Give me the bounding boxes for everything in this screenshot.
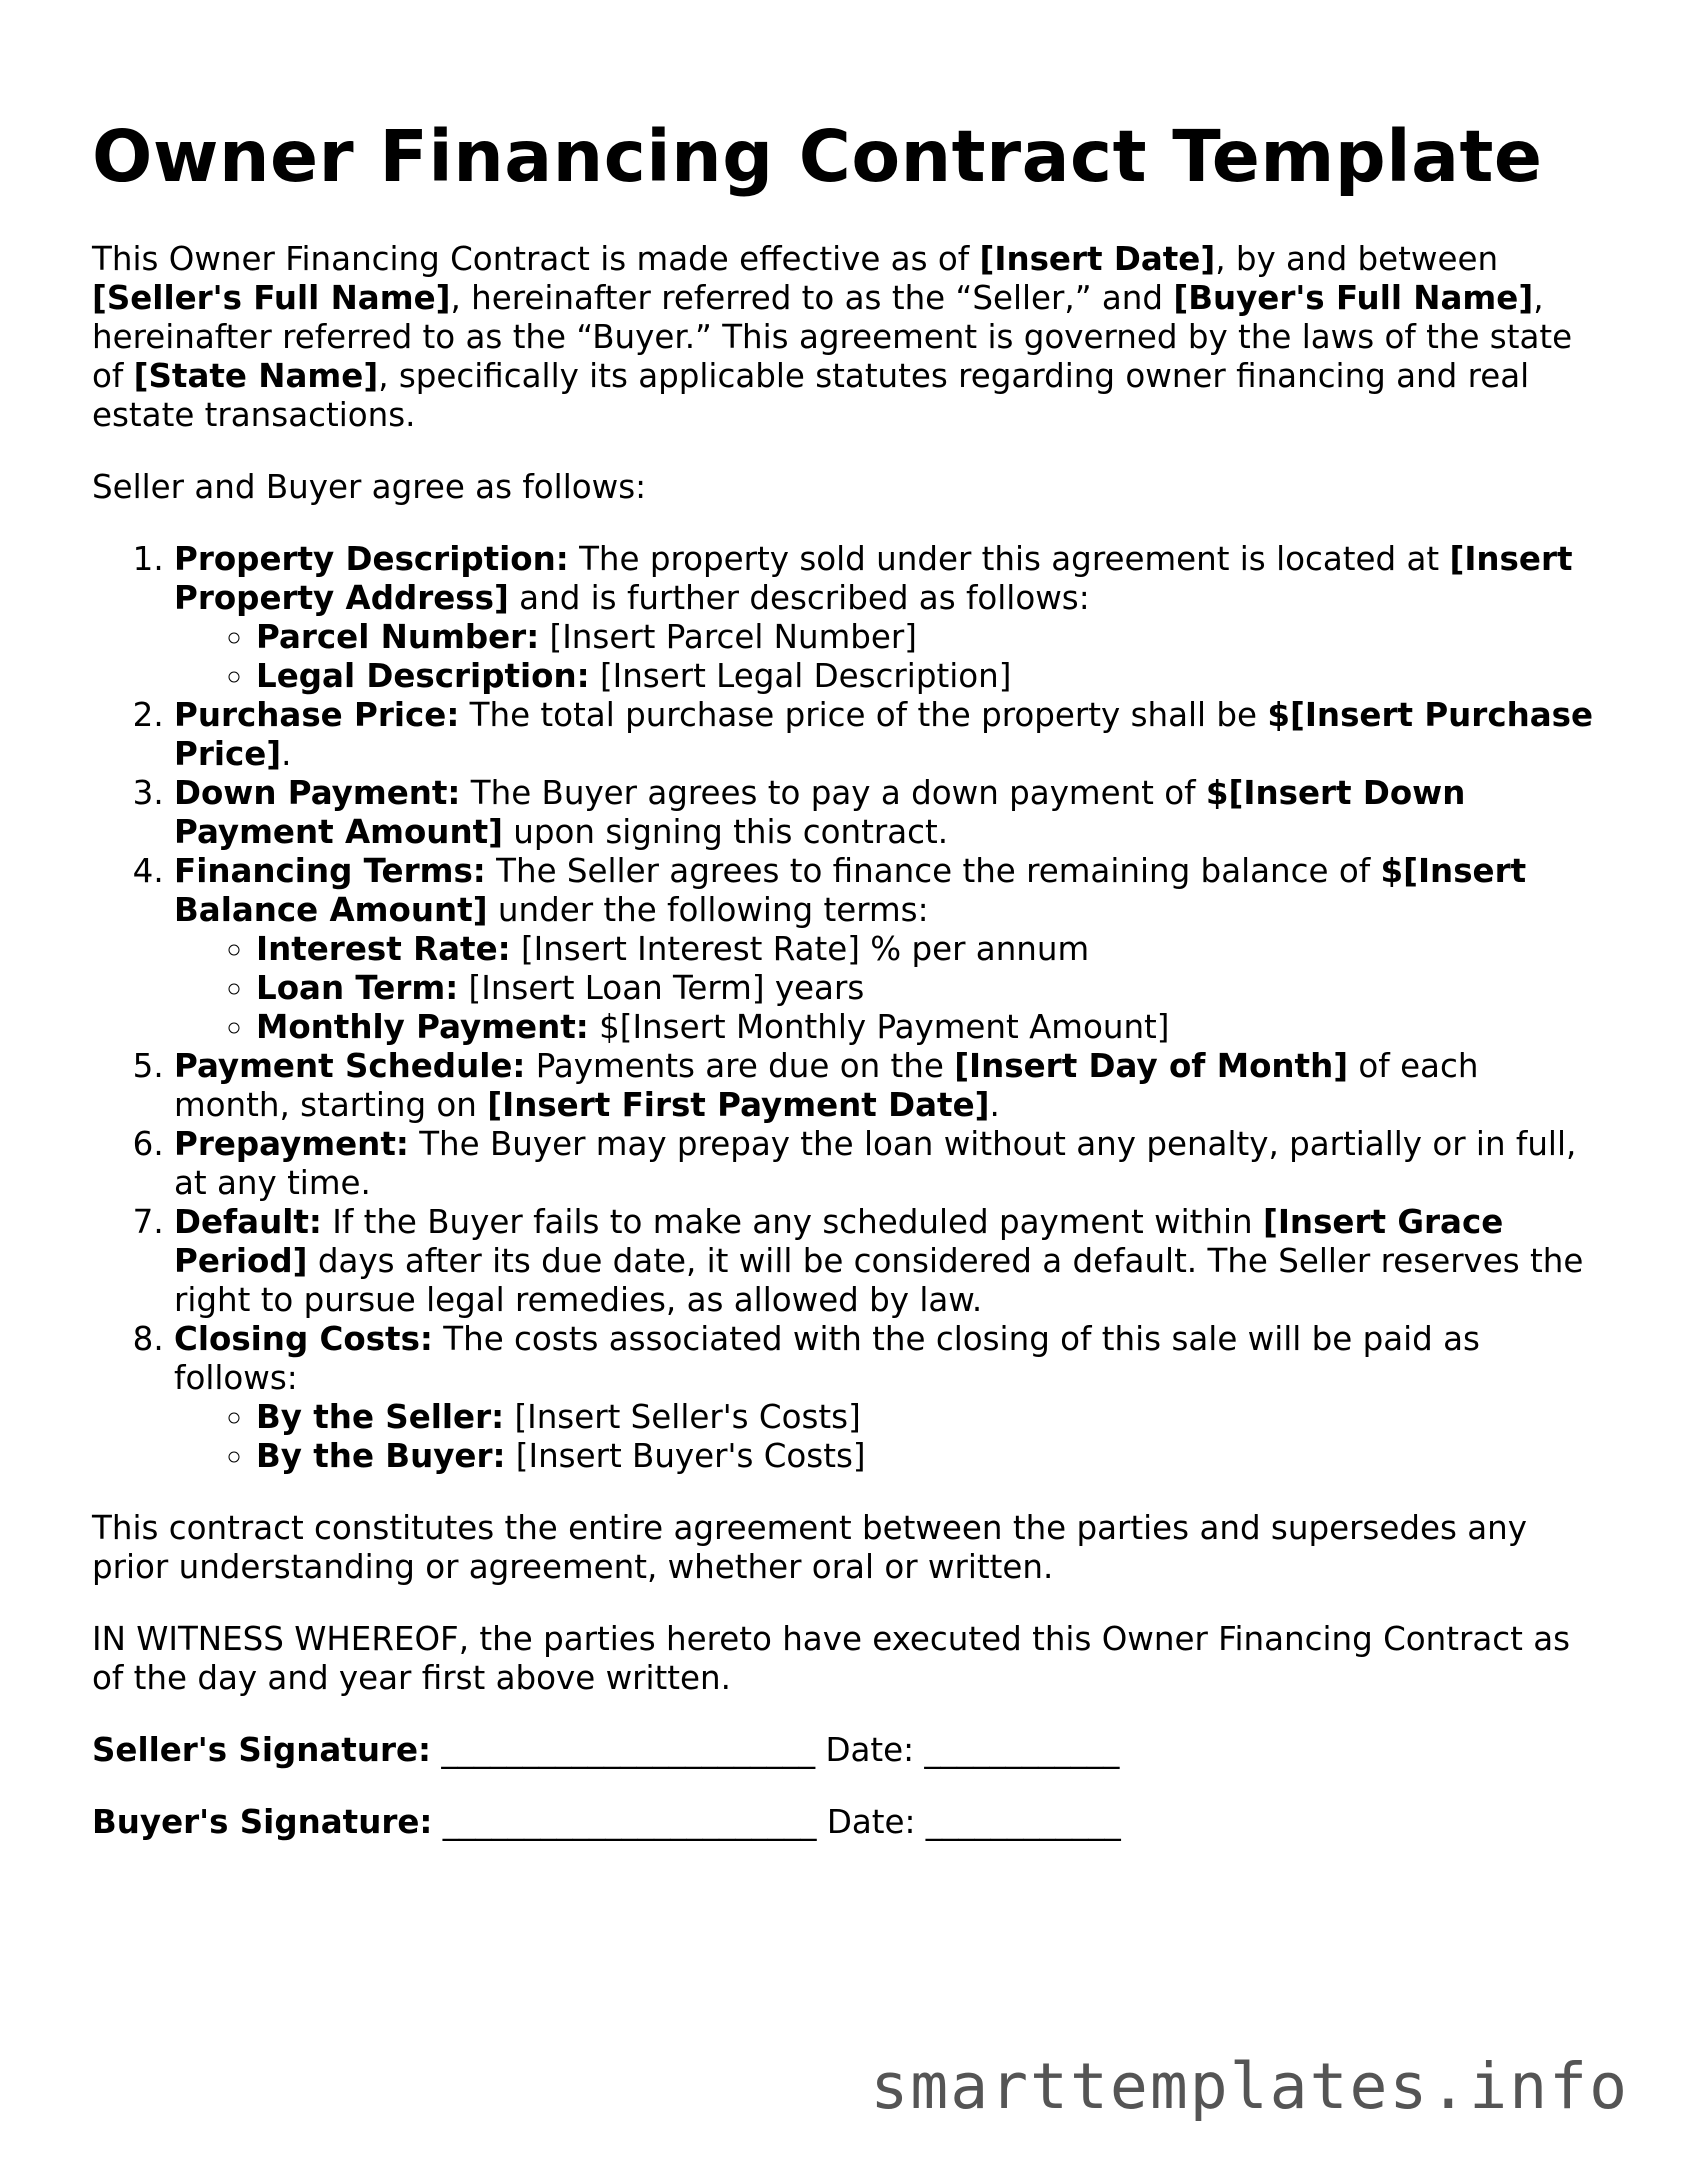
buyer-date-line[interactable]: ____________ xyxy=(915,1803,1121,1842)
document-title: Owner Financing Contract Template xyxy=(92,115,1543,198)
agree-paragraph: Seller and Buyer agree as follows: xyxy=(92,468,647,507)
term-property-description: 1. Property Description: The property sold under this agreement is located at [Insert Property Address] and is further described as follows: ◦ Parcel Number: [Insert Parcel Number] ◦ Legal Description: [Insert Legal Description] xyxy=(174,540,1602,696)
closing-costs-list xyxy=(174,1398,1602,1476)
seller-date-label: Date: xyxy=(825,1731,915,1770)
document-page xyxy=(92,115,1602,1875)
financing-terms-list xyxy=(174,930,1602,1047)
intro-paragraph: This Owner Financing Contract is made effective as of [Insert Date], by and between [Seller's Full Name], hereinafter referred to as the “Seller,” and [Buyer's Full Name], hereinafter referred to as the “Buyer.” This agreement is governed by the laws of the state of [State Name], specifically its applicable statutes regarding owner financing and real estate transactions. xyxy=(92,240,1573,435)
term-payment-schedule: 5. Payment Schedule: Payments are due on the [Insert Day of Month] of each month, starting on [Insert First Payment Date]. xyxy=(174,1047,1602,1125)
buyer-date-label: Date: xyxy=(826,1803,916,1842)
list-item: ◦ Loan Term: [Insert Loan Term] years xyxy=(256,969,1602,1008)
seller-signature-line[interactable]: _______________________ xyxy=(431,1731,826,1770)
property-address-placeholder: [Insert Property Address] xyxy=(174,540,1573,618)
list-item: ◦ Monthly Payment: $[Insert Monthly Payment Amount] xyxy=(256,1008,1602,1047)
seller-signature-row xyxy=(92,1731,1602,1770)
buyer-signature-row xyxy=(92,1803,1602,1842)
term-financing-terms: 4. Financing Terms: The Seller agrees to finance the remaining balance of $[Insert Balance Amount] under the following terms: ◦ Interest Rate: [Insert Interest Rate] % per annum ◦ Loan Term: [Insert Loan Term] years ◦ Monthly Payment: $[Insert Monthly Payment Amount] xyxy=(174,852,1602,1047)
watermark: smarttemplates.info xyxy=(870,2050,1629,2123)
terms-list xyxy=(92,540,1602,1476)
day-of-month-placeholder: [Insert Day of Month] xyxy=(954,1047,1349,1086)
seller-date-line[interactable]: ____________ xyxy=(914,1731,1120,1770)
list-item: ◦ Parcel Number: [Insert Parcel Number] xyxy=(256,618,1602,657)
first-payment-date-placeholder: [Insert First Payment Date] xyxy=(487,1086,990,1125)
seller-name-placeholder: [Seller's Full Name] xyxy=(92,279,451,318)
term-closing-costs: 8. Closing Costs: The costs associated with the closing of this sale will be paid as follows: ◦ By the Seller: [Insert Seller's Costs] ◦ By the Buyer: [Insert Buyer's Costs] xyxy=(174,1320,1602,1476)
balance-amount-placeholder: $[Insert Balance Amount] xyxy=(174,852,1527,930)
term-purchase-price: 2. Purchase Price: The total purchase price of the property shall be $[Insert Purchase Price]. xyxy=(174,696,1602,774)
down-payment-placeholder: $[Insert Down Payment Amount] xyxy=(174,774,1466,852)
effective-date-placeholder: [Insert Date] xyxy=(979,240,1216,279)
entire-agreement-paragraph: This contract constitutes the entire agreement between the parties and supersedes any prior understanding or agreement, whether oral or written. xyxy=(92,1509,1527,1587)
property-details-list xyxy=(174,618,1602,696)
buyer-signature-line[interactable]: _______________________ xyxy=(432,1803,827,1842)
term-down-payment: 3. Down Payment: The Buyer agrees to pay a down payment of $[Insert Down Payment Amount] upon signing this contract. xyxy=(174,774,1602,852)
list-item: ◦ By the Buyer: [Insert Buyer's Costs] xyxy=(256,1437,1602,1476)
list-item: ◦ Interest Rate: [Insert Interest Rate] % per annum xyxy=(256,930,1602,969)
list-item: ◦ Legal Description: [Insert Legal Description] xyxy=(256,657,1602,696)
seller-signature-label: Seller's Signature: xyxy=(92,1731,432,1770)
buyer-signature-label: Buyer's Signature: xyxy=(92,1803,433,1842)
list-item: ◦ By the Seller: [Insert Seller's Costs] xyxy=(256,1398,1602,1437)
purchase-price-placeholder: $[Insert Purchase Price] xyxy=(174,696,1594,774)
witness-paragraph: IN WITNESS WHEREOF, the parties hereto have executed this Owner Financing Contract as of the day and year first above written. xyxy=(92,1620,1571,1698)
grace-period-placeholder: [Insert Grace Period] xyxy=(174,1203,1504,1281)
buyer-name-placeholder: [Buyer's Full Name] xyxy=(1173,279,1534,318)
state-name-placeholder: [State Name] xyxy=(133,357,379,396)
term-prepayment: 6. Prepayment: The Buyer may prepay the loan without any penalty, partially or in full, at any time. xyxy=(174,1125,1602,1203)
term-default: 7. Default: If the Buyer fails to make any scheduled payment within [Insert Grace Period] days after its due date, it will be considered a default. The Seller reserves the right to pursue legal remedies, as allowed by law. xyxy=(174,1203,1602,1320)
